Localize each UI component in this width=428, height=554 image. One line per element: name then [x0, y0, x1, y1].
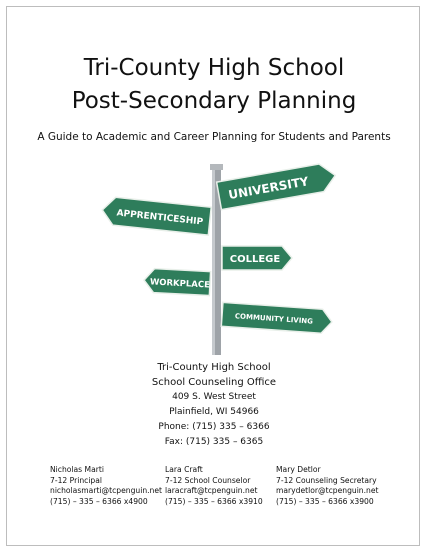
office-fax: Fax: (715) 335 – 6365	[164, 437, 264, 447]
office-street: 409 S. West Street	[172, 392, 256, 402]
contact-role: 7-12 School Counselor	[165, 475, 251, 485]
contact-name: Lara Craft	[165, 465, 203, 474]
sign-community-living	[221, 302, 332, 334]
office-department: School Counseling Office	[151, 377, 277, 388]
sign-apprenticeship-label: APPRENTICESHIP	[116, 208, 204, 228]
sign-university-label: UNIVERSITY	[227, 174, 310, 203]
contact-name: Nicholas Marti	[50, 465, 104, 474]
sign-workplace-label: WORKPLACE	[149, 277, 211, 291]
document-subtitle: A Guide to Academic and Career Planning for Students and Parents	[37, 131, 391, 143]
contact-principal	[50, 465, 162, 507]
office-address-block	[0, 360, 428, 450]
sign-university	[217, 162, 338, 210]
sign-college	[222, 246, 292, 270]
sign-community-living-label: COMMUNITY LIVING	[234, 312, 314, 326]
contact-role: 7-12 Counseling Secretary	[276, 475, 377, 485]
sign-apprenticeship	[101, 196, 211, 235]
contact-counselor	[165, 465, 263, 507]
contact-phone: (715) – 335 – 6366 x4900	[50, 496, 148, 506]
contact-email: nicholasmarti@tcpenguin.net	[50, 486, 163, 495]
contact-role: 7-12 Principal	[50, 475, 103, 485]
document-title-line2: Post-Secondary Planning	[71, 88, 357, 114]
signpost-illustration	[100, 160, 340, 355]
contact-secretary	[276, 465, 379, 507]
contact-name: Mary Detlor	[276, 465, 321, 474]
sign-college-label: COLLEGE	[229, 254, 281, 265]
contact-email: marydetlor@tcpenguin.net	[276, 486, 379, 495]
contact-phone: (715) – 335 – 6366 x3910	[165, 496, 263, 506]
contact-email: laracraft@tcpenguin.net	[165, 486, 258, 495]
office-city: Plainfield, WI 54966	[169, 407, 259, 417]
document-title-line1: Tri-County High School	[83, 55, 345, 81]
sign-workplace	[143, 268, 210, 295]
contact-phone: (715) – 335 – 6366 x3900	[276, 496, 374, 506]
office-phone: Phone: (715) 335 – 6366	[158, 422, 270, 432]
office-school-name: Tri-County High School	[157, 362, 271, 373]
